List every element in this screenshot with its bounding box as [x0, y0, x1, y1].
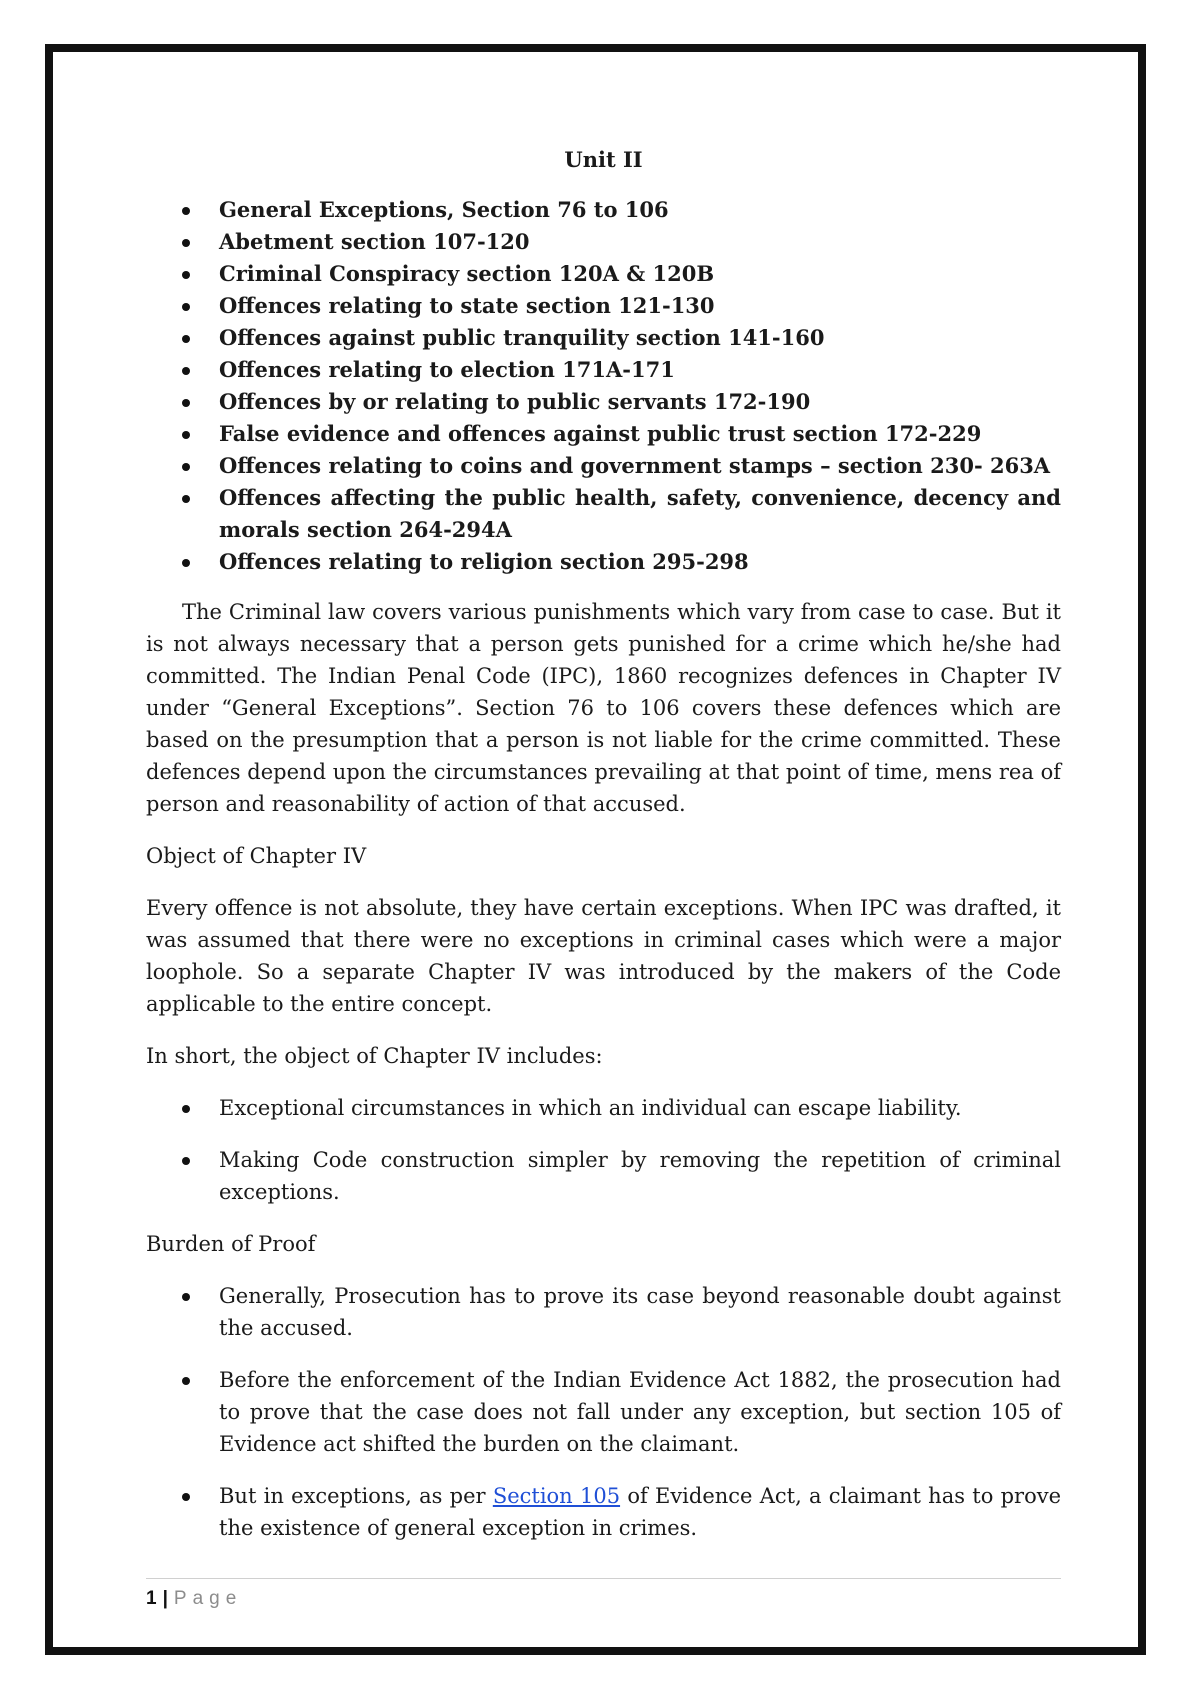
list-item: But in exceptions, as per Section 105 of Evidence Act, a claimant has to prove the existence of general exception in crimes. [146, 1480, 1061, 1544]
page-footer [146, 1586, 242, 1612]
bullet-icon [182, 431, 190, 439]
list-item: Criminal Conspiracy section 120A & 120B [146, 258, 1061, 290]
bullet-icon [182, 1293, 190, 1301]
intro-paragraph: The Criminal law covers various punishments which vary from case to case. But it is not always necessary that a person gets punished for a crime which he/she had committed. The Indian Penal Code (IPC), 1860 recognizes defences in Chapter IV under “General Exceptions”. Section 76 to 106 covers these defences which are based on the presumption that a person is not liable for the crime committed. These defences depend upon the circumstances prevailing at that point of time, mens rea of person and reasonability of action of that accused. [146, 600, 1061, 816]
topics-list [146, 194, 1061, 578]
object-list [146, 1092, 1061, 1208]
bullet-icon [182, 1493, 190, 1501]
bullet-icon [182, 1105, 190, 1113]
list-item: False evidence and offences against public trust section 172-229 [146, 418, 1061, 450]
list-item: Making Code construction simpler by removing the repetition of criminal exceptions. [146, 1144, 1061, 1208]
bullet-icon [182, 367, 190, 375]
bullet-icon [182, 271, 190, 279]
list-item: Before the enforcement of the Indian Evidence Act 1882, the prosecution had to prove that the case does not fall under any exception, but section 105 of Evidence act shifted the burden on the claimant. [146, 1364, 1061, 1460]
bullet-icon [182, 1157, 190, 1165]
footer-separator: | [162, 1588, 168, 1609]
object-paragraph: Every offence is not absolute, they have certain exceptions. When IPC was drafted, it was assumed that there were no exceptions in criminal cases which were a major loophole. So a separate Chapter IV was introduced by the makers of the Code applicable to the entire concept. [146, 896, 1061, 1016]
list-item: Offences relating to state section 121-130 [146, 290, 1061, 322]
list-item: Offences relating to election 171A-171 [146, 354, 1061, 386]
list-item: Offences against public tranquility section 141-160 [146, 322, 1061, 354]
list-item: Exceptional circumstances in which an individual can escape liability. [146, 1092, 1061, 1124]
section-105-link[interactable]: Section 105 [492, 1484, 621, 1508]
bullet-icon [182, 303, 190, 311]
page-number: 1 [146, 1588, 157, 1609]
page-title: Unit II [564, 147, 643, 172]
footer-divider [146, 1578, 1061, 1579]
bullet-icon [182, 207, 190, 215]
bullet-icon [182, 239, 190, 247]
object-heading: Object of Chapter IV [146, 844, 367, 868]
bullet-icon [182, 463, 190, 471]
list-item: Offences relating to religion section 295-298 [146, 546, 1061, 578]
bullet-icon [182, 559, 190, 567]
burden-list [146, 1280, 1061, 1544]
bullet-icon [182, 399, 190, 407]
list-item: Offences relating to coins and government stamps – section 230- 263A [146, 450, 1061, 482]
list-item: Abetment section 107-120 [146, 226, 1061, 258]
list-item: General Exceptions, Section 76 to 106 [146, 194, 1061, 226]
document-body [146, 144, 1061, 1544]
bullet-icon [182, 1377, 190, 1385]
short-intro: In short, the object of Chapter IV includes: [146, 1044, 603, 1068]
list-item: Offences affecting the public health, safety, convenience, decency and morals section 264-294A [146, 482, 1061, 546]
bullet-icon [182, 335, 190, 343]
list-item: Offences by or relating to public servants 172-190 [146, 386, 1061, 418]
list-item: Generally, Prosecution has to prove its case beyond reasonable doubt against the accused. [146, 1280, 1061, 1344]
page-label: Page [173, 1588, 243, 1609]
bullet-icon [182, 495, 190, 503]
burden-heading: Burden of Proof [146, 1232, 316, 1256]
